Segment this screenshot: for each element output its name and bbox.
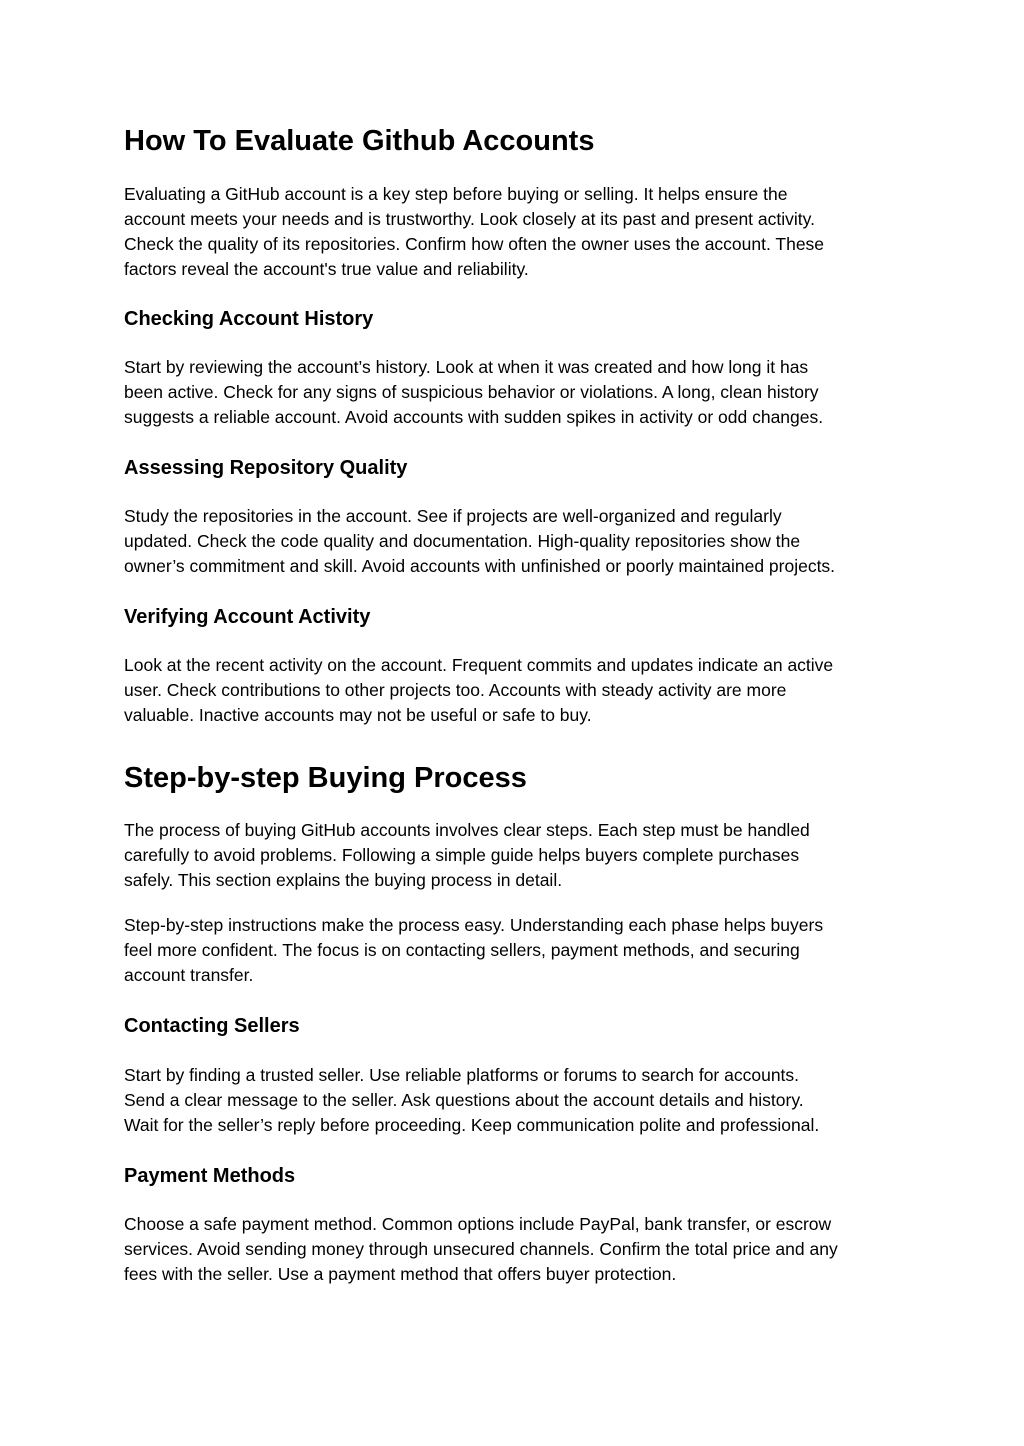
paragraph xyxy=(124,653,833,728)
subsection-heading: Verifying Account Activity xyxy=(124,606,371,628)
paragraph xyxy=(124,1212,838,1287)
paragraph-line: Look at the recent activity on the account. Frequent commits and updates indicate an active xyxy=(124,655,834,675)
paragraph xyxy=(124,182,824,282)
paragraph-line: Check the quality of its repositories. Confirm how often the owner uses the account. These xyxy=(124,234,825,254)
paragraph-line: Send a clear message to the seller. Ask questions about the account details and history. xyxy=(124,1090,804,1110)
paragraph-line: feel more confident. The focus is on contacting sellers, payment methods, and securing xyxy=(124,940,800,960)
paragraph xyxy=(124,913,823,988)
paragraph xyxy=(124,355,823,430)
paragraph-line: services. Avoid sending money through unsecured channels. Confirm the total price and any xyxy=(124,1239,838,1259)
paragraph-line: Step-by-step instructions make the process easy. Understanding each phase helps buyers xyxy=(124,915,824,935)
paragraph-line: account transfer. xyxy=(124,965,254,985)
subsection-heading: Contacting Sellers xyxy=(124,1015,300,1037)
paragraph-line: account meets your needs and is trustworthy. Look closely at its past and present activity. xyxy=(124,209,815,229)
paragraph-line: fees with the seller. Use a payment method that offers buyer protection. xyxy=(124,1264,677,1284)
paragraph-line: updated. Check the code quality and documentation. High-quality repositories show the xyxy=(124,531,801,551)
subsection-heading: Payment Methods xyxy=(124,1165,296,1187)
paragraph-line: The process of buying GitHub accounts involves clear steps. Each step must be handled xyxy=(124,820,810,840)
paragraph-line: carefully to avoid problems. Following a simple guide helps buyers complete purchases xyxy=(124,845,800,865)
section-heading: Step-by-step Buying Process xyxy=(124,762,527,794)
subsection-heading: Checking Account History xyxy=(124,308,374,330)
paragraph-line: factors reveal the account's true value and reliability. xyxy=(124,259,529,279)
paragraph-line: Wait for the seller’s reply before proceeding. Keep communication polite and professional. xyxy=(124,1115,820,1135)
paragraph-line: owner’s commitment and skill. Avoid accounts with unfinished or poorly maintained projects. xyxy=(124,556,836,576)
paragraph-line: suggests a reliable account. Avoid accounts with sudden spikes in activity or odd changes. xyxy=(124,407,824,427)
paragraph-line: Start by finding a trusted seller. Use reliable platforms or forums to search for accounts. xyxy=(124,1065,800,1085)
paragraph xyxy=(124,818,810,893)
subsection-heading: Assessing Repository Quality xyxy=(124,457,408,479)
paragraph-line: safely. This section explains the buying process in detail. xyxy=(124,870,563,890)
paragraph-line: user. Check contributions to other projects too. Accounts with steady activity are more xyxy=(124,680,787,700)
paragraph-line: Start by reviewing the account’s history. Look at when it was created and how long it has xyxy=(124,357,809,377)
paragraph xyxy=(124,504,835,579)
paragraph-line: been active. Check for any signs of suspicious behavior or violations. A long, clean history xyxy=(124,382,819,402)
paragraph-line: valuable. Inactive accounts may not be useful or safe to buy. xyxy=(124,705,592,725)
paragraph-line: Study the repositories in the account. See if projects are well-organized and regularly xyxy=(124,506,782,526)
paragraph-line: Evaluating a GitHub account is a key step before buying or selling. It helps ensure the xyxy=(124,184,788,204)
section-heading: How To Evaluate Github Accounts xyxy=(124,125,595,157)
paragraph xyxy=(124,1063,819,1138)
paragraph-line: Choose a safe payment method. Common options include PayPal, bank transfer, or escrow xyxy=(124,1214,832,1234)
